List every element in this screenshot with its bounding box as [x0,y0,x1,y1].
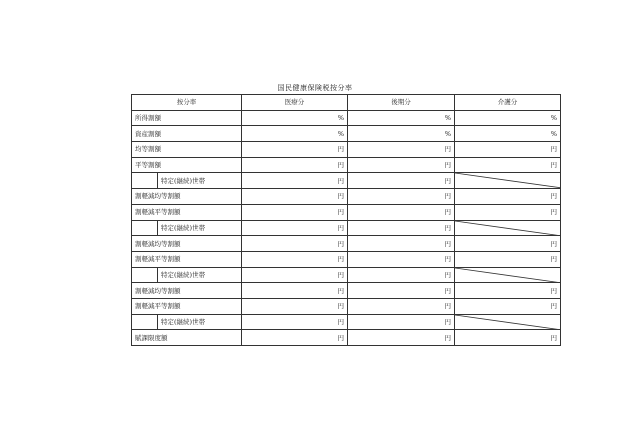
unit-cell-medical: 円 [242,251,348,267]
table-row [132,267,561,283]
row-label: 特定(継続)世帯 [158,173,242,189]
row-label: 均等割額 [132,142,242,158]
table-row [132,126,561,142]
unit-cell-care: 円 [455,142,561,158]
not-applicable-cell [455,314,561,330]
table-row [132,251,561,267]
unit-cell-medical: 円 [242,173,348,189]
unit-cell-medical: 円 [242,157,348,173]
table-row [132,298,561,314]
row-label: 割軽減平等割額 [132,204,242,220]
table-row [132,314,561,330]
unit-cell-care: 円 [455,236,561,252]
indent-spacer [132,220,158,236]
table-row [132,330,561,346]
indent-spacer [132,314,158,330]
unit-cell-elderly: 円 [348,330,455,346]
unit-cell-medical: % [242,110,348,126]
row-label: 割軽減均等割額 [132,236,242,252]
unit-cell-medical: 円 [242,142,348,158]
unit-cell-care: 円 [455,157,561,173]
unit-cell-medical: 円 [242,298,348,314]
unit-cell-elderly: % [348,110,455,126]
unit-cell-elderly: 円 [348,157,455,173]
indent-spacer [132,173,158,189]
diagonal-strike-line [455,315,560,330]
row-label: 割軽減平等割額 [132,298,242,314]
unit-cell-elderly: 円 [348,204,455,220]
diagonal-strike-line [455,268,560,283]
unit-cell-care: 円 [455,283,561,299]
unit-cell-elderly: 円 [348,142,455,158]
unit-cell-elderly: % [348,126,455,142]
row-label: 割軽減平等割額 [132,251,242,267]
unit-cell-medical: % [242,126,348,142]
row-label: 特定(継続)世帯 [158,220,242,236]
unit-cell-elderly: 円 [348,189,455,205]
unit-cell-elderly: 円 [348,283,455,299]
table-body [132,110,561,345]
diagonal-strike-line [455,173,560,188]
header-medical: 医療分 [242,95,348,111]
row-label: 賦課限度額 [132,330,242,346]
unit-cell-medical: 円 [242,204,348,220]
table-row [132,157,561,173]
table-row [132,283,561,299]
apportionment-rate-table [131,94,561,346]
table-row [132,173,561,189]
not-applicable-cell [455,267,561,283]
unit-cell-elderly: 円 [348,220,455,236]
table-row [132,189,561,205]
document-title: 国民健康保険税按分率 [277,84,353,92]
unit-cell-care: % [455,126,561,142]
unit-cell-elderly: 円 [348,314,455,330]
header-elderly: 後期分 [348,95,455,111]
unit-cell-care: % [455,110,561,126]
unit-cell-medical: 円 [242,283,348,299]
unit-cell-elderly: 円 [348,251,455,267]
table-row [132,236,561,252]
unit-cell-medical: 円 [242,236,348,252]
not-applicable-cell [455,173,561,189]
unit-cell-medical: 円 [242,189,348,205]
unit-cell-elderly: 円 [348,298,455,314]
unit-cell-medical: 円 [242,267,348,283]
unit-cell-medical: 円 [242,314,348,330]
row-label: 平等割額 [132,157,242,173]
header-row [132,95,561,111]
row-label: 割軽減均等割額 [132,283,242,299]
unit-cell-care: 円 [455,330,561,346]
not-applicable-cell [455,220,561,236]
unit-cell-elderly: 円 [348,267,455,283]
table-row [132,110,561,126]
indent-spacer [132,267,158,283]
unit-cell-elderly: 円 [348,236,455,252]
unit-cell-elderly: 円 [348,173,455,189]
unit-cell-care: 円 [455,204,561,220]
unit-cell-care: 円 [455,251,561,267]
row-label: 特定(継続)世帯 [158,314,242,330]
row-label: 割軽減均等割額 [132,189,242,205]
diagonal-strike-line [455,221,560,236]
row-label: 所得割額 [132,110,242,126]
header-care: 介護分 [455,95,561,111]
unit-cell-medical: 円 [242,220,348,236]
unit-cell-care: 円 [455,298,561,314]
table-row [132,142,561,158]
row-label: 資産割額 [132,126,242,142]
unit-cell-medical: 円 [242,330,348,346]
unit-cell-care: 円 [455,189,561,205]
row-label: 特定(継続)世帯 [158,267,242,283]
header-label: 按分率 [132,95,242,111]
table-row [132,220,561,236]
table-row [132,204,561,220]
